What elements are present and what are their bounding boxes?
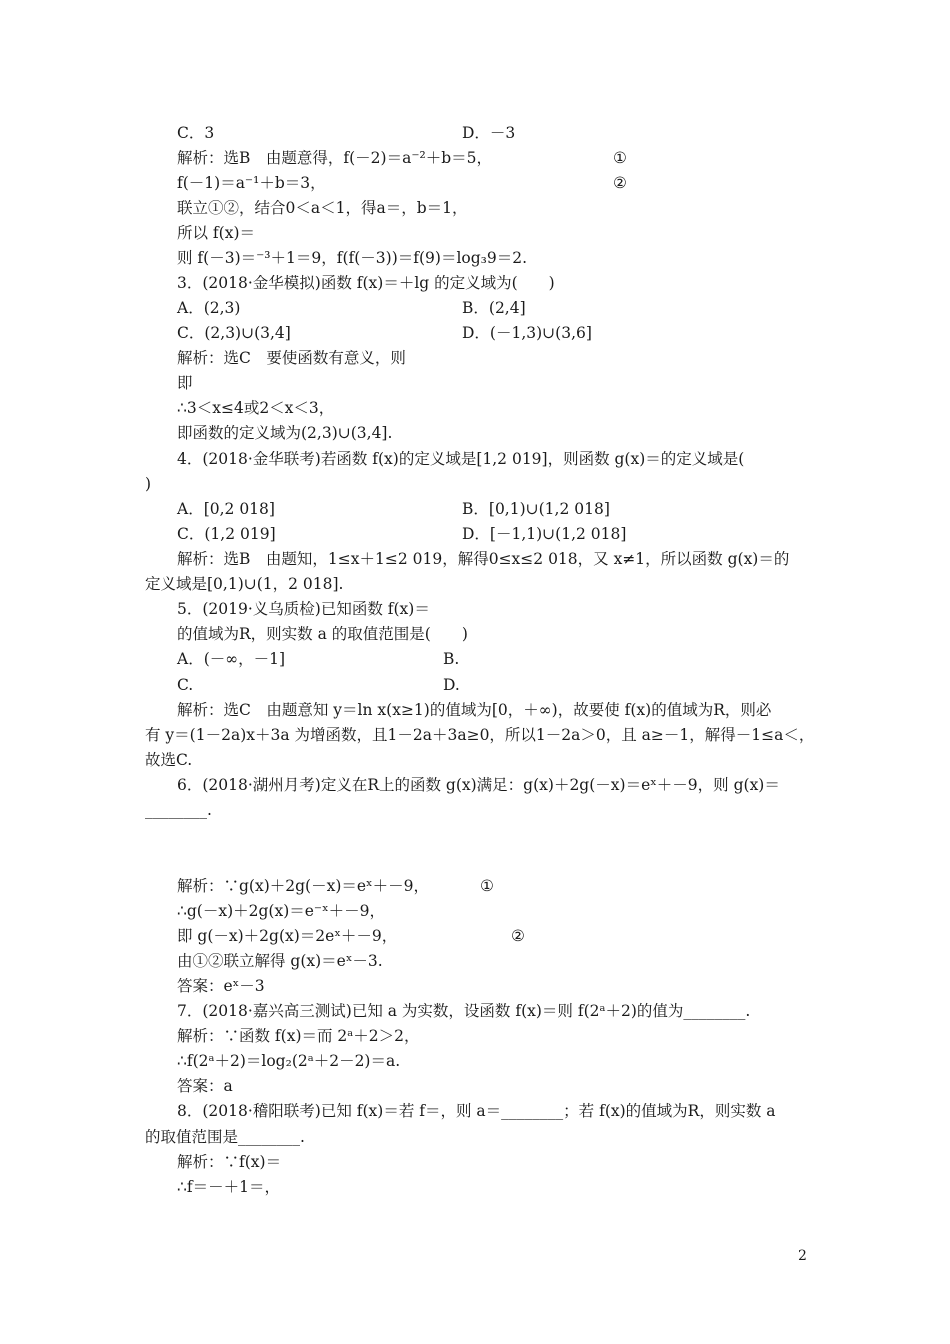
text-line: B．(2,4]: [462, 299, 526, 317]
text-line: D．－3: [462, 124, 516, 142]
text-line: A．[0,2 018]: [177, 500, 275, 518]
text-line: 4．(2018·金华联考)若函数 f(x)的定义域是[1,2 019]，则函数 g(x)＝的定义域是(: [177, 450, 745, 468]
text-line: 解析：选C 要使函数有意义，则: [177, 349, 406, 367]
text-line: C．(1,2 019]: [177, 525, 276, 543]
text-line: 5．(2019·义乌质检)已知函数 f(x)＝: [177, 600, 430, 618]
text-line: ②: [613, 174, 627, 192]
text-line: 有 y＝(1－2a)x＋3a 为增函数，且1－2a＋3a≥0，所以1－2a＞0，且 a≥－1，解得－1≤a＜，: [145, 726, 815, 744]
text-line: 3．(2018·金华模拟)函数 f(x)＝＋lg 的定义域为( ): [177, 274, 555, 292]
text-line: D．(－1,3)∪(3,6]: [462, 324, 592, 342]
text-line: ________.: [145, 801, 212, 819]
text-line: C．(2,3)∪(3,4]: [177, 324, 291, 342]
text-line: ∴f＝－＋1＝，: [177, 1178, 280, 1196]
text-line: D．[－1,1)∪(1,2 018]: [462, 525, 627, 543]
text-line: 解析：∵g(x)＋2g(－x)＝eˣ＋－9，: [177, 877, 429, 895]
text-line: f(－1)＝a⁻¹＋b＝3，: [177, 174, 326, 192]
text-line: 定义域是[0,1)∪(1，2 018].: [145, 575, 344, 593]
text-line: 解析：∵f(x)＝: [177, 1153, 282, 1171]
text-line: 答案：a: [177, 1077, 233, 1095]
text-line: ②: [511, 927, 525, 945]
text-line: 解析：选B 由题意得，f(－2)＝a⁻²＋b＝5，: [177, 149, 493, 167]
text-line: A．(2,3): [177, 299, 241, 317]
text-line: C.: [177, 676, 194, 694]
text-line: 答案：eˣ－3: [177, 977, 265, 995]
text-line: ①: [613, 149, 627, 167]
text-line: 则 f(－3)＝⁻³＋1＝9，f(f(－3))＝f(9)＝log₃9＝2.: [177, 249, 528, 267]
text-line: 解析：选B 由题知，1≤x＋1≤2 019，解得0≤x≤2 018，又 x≠1，所以函数 g(x)＝的: [177, 550, 790, 568]
text-line: C．3: [177, 124, 215, 142]
text-line: 6．(2018·湖州月考)定义在R上的函数 g(x)满足：g(x)＋2g(－x)＝eˣ＋－9，则 g(x)＝: [177, 776, 780, 794]
text-line: 解析：∵函数 f(x)＝而 2ᵃ＋2＞2，: [177, 1027, 420, 1045]
text-line: B．[0,1)∪(1,2 018]: [462, 500, 610, 518]
text-line: 联立①②，结合0＜a＜1，得a＝，b＝1，: [177, 199, 468, 217]
text-line: 7．(2018·嘉兴高三测试)已知 a 为实数，设函数 f(x)＝则 f(2ᵃ＋2)的值为________.: [177, 1002, 751, 1020]
page-number: 2: [798, 1248, 807, 1264]
text-line: ∴g(－x)＋2g(x)＝e⁻ˣ＋－9，: [177, 902, 386, 920]
text-line: ∴f(2ᵃ＋2)＝log₂(2ᵃ＋2－2)＝a.: [177, 1052, 401, 1070]
text-line: A．(－∞，－1]: [177, 650, 286, 668]
text-line: ①: [480, 877, 494, 895]
text-line: 即函数的定义域为(2,3)∪(3,4].: [177, 424, 393, 442]
text-line: 即: [177, 374, 193, 392]
text-line: 即 g(－x)＋2g(x)＝2eˣ＋－9，: [177, 927, 398, 945]
text-line: 所以 f(x)＝: [177, 224, 255, 242]
text-line: D.: [443, 676, 460, 694]
text-line: 由①②联立解得 g(x)＝eˣ－3.: [177, 952, 383, 970]
text-line: 解析：选C 由题意知 y＝ln x(x≥1)的值域为[0，＋∞)，故要使 f(x)的值域为R，则必: [177, 701, 772, 719]
text-line: B.: [443, 650, 460, 668]
text-line: ∴3＜x≤4或2＜x＜3，: [177, 399, 335, 417]
text-line: 的值域为R，则实数 a 的取值范围是( ): [177, 625, 468, 643]
text-line: ): [145, 475, 152, 493]
text-line: 故选C.: [145, 751, 193, 769]
text-line: 8．(2018·稽阳联考)已知 f(x)＝若 f＝，则 a＝________；若 f(x)的值域为R，则实数 a: [177, 1102, 776, 1120]
text-line: 的取值范围是________.: [145, 1128, 305, 1146]
